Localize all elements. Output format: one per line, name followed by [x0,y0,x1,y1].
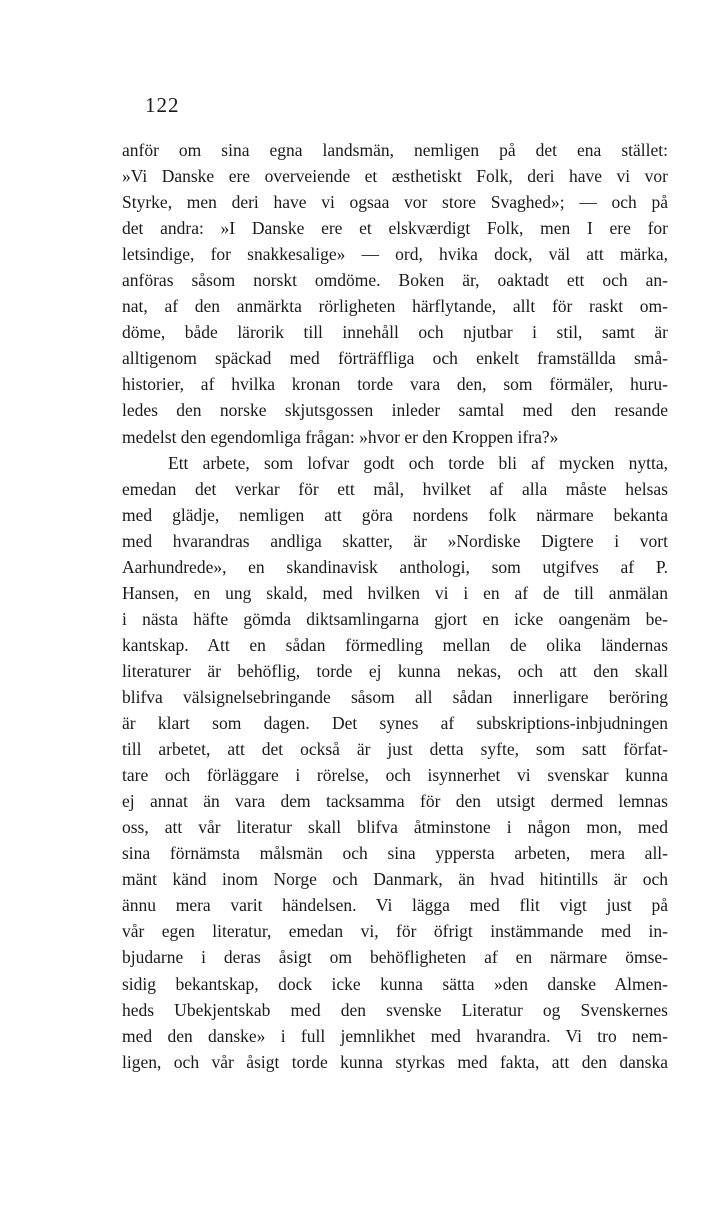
text-line: ledes den norske skjutsgossen inleder samtal med den resande [122,400,668,421]
page-number: 122 [145,93,180,117]
text-line: tare och förläggare i rörelse, och isynnerhet vi svenskar kunna [122,765,668,786]
body-text [122,137,668,1075]
text-line: sidig bekantskap, dock icke kunna sätta »den danske Almen- [122,973,668,994]
text-line: alltigenom späckad med förträffliga och enkelt framställda små- [122,348,668,369]
text-line: i nästa häfte gömda diktsamlingarna gjort en icke oangenäm be- [122,608,668,629]
text-line: letsindige, for snakkesalige» — ord, hvika dock, väl att märka, [122,244,668,265]
text-line: medelst den egendomliga frågan: »hvor er den Kroppen ifra?» [122,426,559,447]
text-line: oss, att vår literatur skall blifva åtminstone i någon mon, med [122,817,668,838]
text-line: Hansen, en ung skald, med hvilken vi i en af de till anmälan [122,582,668,603]
text-line: historier, af hvilka kronan torde vara den, som förmäler, huru- [122,374,668,395]
text-line: Aarhundrede», en skandinavisk anthologi, som utgifves af P. [122,556,668,577]
text-line: med hvarandras andliga skatter, är »Nordiske Digtere i vort [122,530,668,551]
text-line: anföras såsom norskt omdöme. Boken är, oaktadt ett och an- [122,270,668,291]
paragraph-start-line: Ett arbete, som lofvar godt och torde bli af mycken nytta, [168,452,668,473]
text-line: Styrke, men deri have vi ogsaa vor store Svaghed»; — och på [122,192,668,213]
text-line: anför om sina egna landsmän, nemligen på det ena stället: [122,140,668,160]
text-line: blifva välsignelsebringande såsom all sådan innerligare beröring [122,686,668,707]
text-line: heds Ubekjentskab med den svenske Literatur og Svenskernes [122,999,668,1020]
text-line: vår egen literatur, emedan vi, för öfrigt instämmande med in- [122,921,668,942]
text-line: mänt känd inom Norge och Danmark, än hvad hitintills är och [122,869,668,890]
text-line: bjudarne i deras åsigt om behöfligheten af en närmare ömse- [122,947,668,968]
text-line: med den danske» i full jemnlikhet med hvarandra. Vi tro nem- [122,1025,668,1046]
text-line: ej annat än vara dem tacksamma för den utsigt dermed lemnas [122,791,668,812]
text-line: kantskap. Att en sådan förmedling mellan de olika ländernas [122,634,668,655]
text-line: det andra: »I Danske ere et elskværdigt Folk, men I ere for [122,218,668,239]
text-line: sina förnämsta målsmän och sina yppersta arbeten, mera all- [122,843,668,864]
text-line: med glädje, nemligen att göra nordens folk närmare bekanta [122,504,668,525]
text-line: döme, både lärorik till innehåll och njutbar i stil, samt är [122,322,668,343]
text-line: nat, af den anmärkta rörligheten härflytande, allt för raskt om- [122,296,668,317]
text-line: emedan det verkar för ett mål, hvilket af alla måste helsas [122,478,668,499]
text-line: ännu mera varit händelsen. Vi lägga med flit vigt just på [122,895,668,916]
text-line: är klart som dagen. Det synes af subskriptions-inbjudningen [122,713,668,734]
text-line: literaturer är behöflig, torde ej kunna nekas, och att den skall [122,660,668,681]
text-line: till arbetet, att det också är just detta syfte, som satt förfat- [122,739,668,760]
text-line: »Vi Danske ere overveiende et æsthetiskt Folk, deri have vi vor [122,166,668,187]
text-line: ligen, och vår åsigt torde kunna styrkas med fakta, att den danska [122,1051,668,1072]
